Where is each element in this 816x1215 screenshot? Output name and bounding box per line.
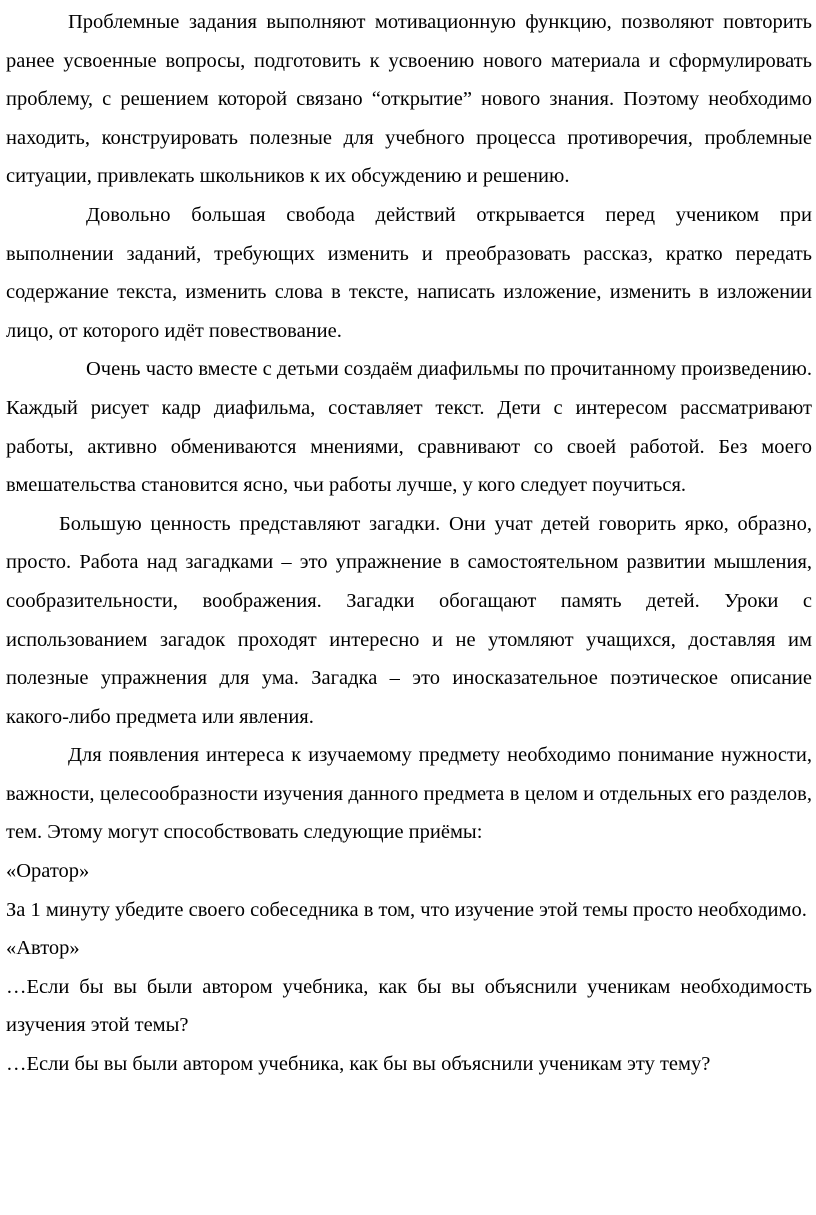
paragraph-riddles: Большую ценность представляют загадки. Они учат детей говорить ярко, образно, просто. Работа над загадками – это упражнение в самостоятельном развитии мышления, сообразительности, воображения. Загадки обогащают память детей. Уроки с использованием загадок проходят интересно и не утомляют учащихся, доставляя им полезные упражнения для ума. Загадка – это иносказательное поэтическое описание какого-либо предмета или явления. — [6, 512, 812, 728]
paragraph-author-question-1: …Если бы вы были автором учебника, как бы вы объяснили ученикам необходимость изучения этой темы? — [6, 975, 812, 1037]
heading-author: «Автор» — [6, 937, 80, 960]
heading-orator: «Оратор» — [6, 860, 90, 883]
paragraph-filmstrips: Очень часто вместе с детьми создаём диафильмы по прочитанному произведению. Каждый рисует кадр диафильма, составляет текст. Дети с интересом рассматривают работы, активно обмениваются мнениями, сравнивают со своей работой. Без моего вмешательства становится ясно, чьи работы лучше, у кого следует поучиться. — [6, 358, 812, 497]
paragraph-freedom-of-action: Довольно большая свобода действий открывается перед учеником при выполнении заданий, требующих изменить и преобразовать рассказ, кратко передать содержание текста, изменить слова в тексте, написать изложение, изменить в изложении лицо, от которого идёт повествование. — [6, 203, 812, 342]
paragraph-interest: Для появления интереса к изучаемому предмету необходимо понимание нужности, важности, целесообразности изучения данного предмета в целом и отдельных его разделов, тем. Этому могут способствовать следующие приёмы: — [6, 744, 812, 844]
paragraph-author-question-2: …Если бы вы были автором учебника, как бы вы объяснили ученикам эту тему? — [6, 1053, 711, 1076]
paragraph-problem-tasks: Проблемные задания выполняют мотивационную функцию, позволяют повторить ранее усвоенные вопросы, подготовить к усвоению нового материала и сформулировать проблему, с решением которой связано “открытие” нового знания. Поэтому необходимо находить, конструировать полезные для учебного процесса противоречия, проблемные ситуации, привлекать школьников к их обсуждению и решению. — [6, 11, 812, 188]
paragraph-orator-task: За 1 минуту убедите своего собеседника в том, что изучение этой темы просто необходимо. — [6, 898, 807, 921]
